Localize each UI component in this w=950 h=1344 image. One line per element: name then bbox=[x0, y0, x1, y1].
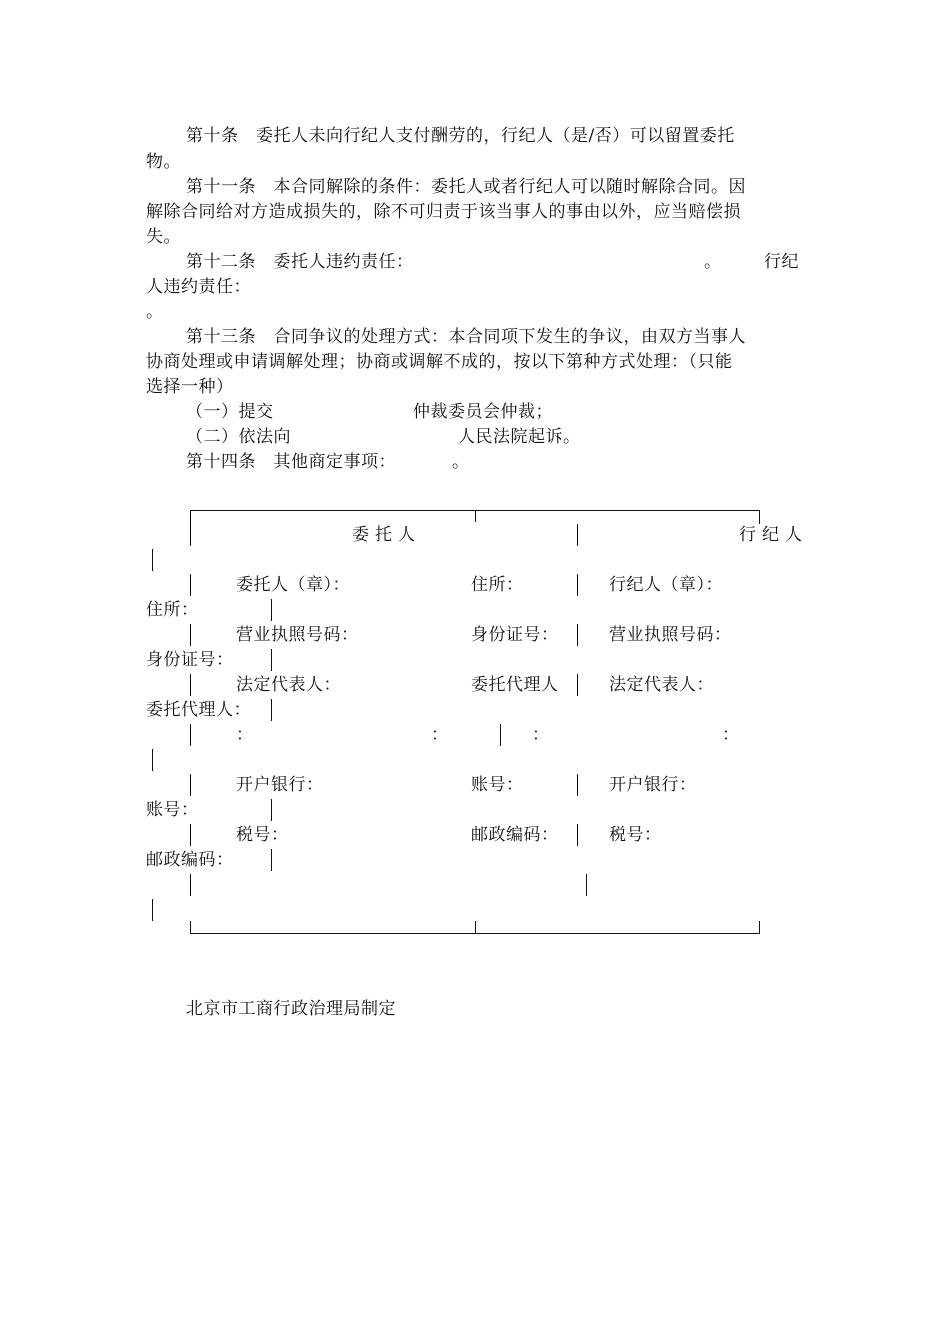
agent-address-label: 住所： bbox=[146, 600, 199, 620]
article-14-part1: 第十四条 其他商定事项： bbox=[186, 452, 396, 472]
agent-bank-label: 开户银行： bbox=[609, 775, 697, 795]
table-bar bbox=[190, 724, 191, 746]
agent-account-label: 账号： bbox=[146, 800, 199, 820]
colon: ： bbox=[722, 725, 740, 745]
article-12-line2: 人违约责任： bbox=[146, 277, 251, 297]
table-bar bbox=[152, 549, 153, 571]
client-seal-label: 委托人（章）： bbox=[236, 575, 350, 595]
article-11-line2: 解除合同给对方造成损失的，除不可归责于该当事人的事由以外，应当赔偿损 bbox=[146, 202, 741, 222]
agent-agent-label: 委托代理人： bbox=[146, 700, 251, 720]
table-bar bbox=[271, 849, 272, 871]
table-bar bbox=[500, 724, 501, 746]
table-bar bbox=[271, 699, 272, 721]
article-12-line3: 。 bbox=[146, 302, 164, 322]
table-corner-top-left bbox=[190, 510, 191, 524]
article-12-period: 。 bbox=[704, 252, 722, 272]
table-bar bbox=[577, 674, 578, 696]
article-13-line3: 选择一种） bbox=[146, 377, 234, 397]
agent-postcode-label: 邮政编码： bbox=[146, 850, 234, 870]
article-10-line2: 物。 bbox=[146, 152, 181, 172]
agent-license-label: 营业执照号码： bbox=[609, 625, 732, 645]
article-12-part2: 行纪 bbox=[764, 252, 799, 272]
article-11-line3: 失。 bbox=[146, 227, 181, 247]
table-top-tick bbox=[475, 510, 476, 522]
client-tax-label: 税号： bbox=[236, 825, 289, 845]
table-bar bbox=[190, 524, 191, 546]
article-12-part1: 第十二条 委托人违约责任： bbox=[186, 252, 414, 272]
article-13-line1: 第十三条 合同争议的处理方式：本合同项下发生的争议，由双方当事人 bbox=[186, 327, 746, 347]
table-bar bbox=[271, 649, 272, 671]
article-13-line2: 协商处理或申请调解处理；协商或调解不成的，按以下第种方式处理：（只能 bbox=[146, 352, 733, 372]
option-1-part1: （一）提交 bbox=[186, 402, 274, 422]
table-bar bbox=[190, 574, 191, 596]
colon: ： bbox=[431, 725, 449, 745]
table-bar bbox=[586, 874, 587, 896]
table-bar bbox=[190, 774, 191, 796]
table-bottom-border bbox=[190, 933, 760, 934]
client-license-label: 营业执照号码： bbox=[236, 625, 359, 645]
article-10-line1: 第十条 委托人未向行纪人支付酬劳的，行纪人（是/否）可以留置委托 bbox=[186, 126, 735, 146]
footer-issuer: 北京市工商行政治理局制定 bbox=[186, 999, 396, 1019]
client-bank-label: 开户银行： bbox=[236, 775, 324, 795]
client-agent-label: 委托代理人 bbox=[471, 675, 559, 695]
agent-seal-label: 行纪人（章）： bbox=[609, 575, 723, 595]
header-agent: 行纪人 bbox=[739, 525, 808, 545]
table-bar bbox=[152, 899, 153, 921]
client-legal-rep-label: 法定代表人： bbox=[236, 675, 341, 695]
article-14-period: 。 bbox=[452, 452, 470, 472]
table-bar bbox=[577, 574, 578, 596]
colon: ： bbox=[236, 725, 254, 745]
client-postcode-label: 邮政编码： bbox=[471, 825, 559, 845]
table-bar bbox=[190, 624, 191, 646]
agent-id-label: 身份证号： bbox=[146, 650, 234, 670]
agent-tax-label: 税号： bbox=[609, 825, 662, 845]
table-bar bbox=[190, 874, 191, 896]
table-bar bbox=[577, 624, 578, 646]
option-2-part2: 人民法院起诉。 bbox=[458, 427, 581, 447]
table-bar bbox=[577, 824, 578, 846]
colon: ： bbox=[532, 725, 550, 745]
option-2-part1: （二）依法向 bbox=[186, 427, 291, 447]
client-id-label: 身份证号： bbox=[471, 625, 559, 645]
option-1-part2: 仲裁委员会仲裁； bbox=[413, 402, 553, 422]
agent-legal-rep-label: 法定代表人： bbox=[609, 675, 714, 695]
table-bar bbox=[271, 799, 272, 821]
table-corner-bottom-left bbox=[190, 921, 191, 933]
client-account-label: 账号： bbox=[471, 775, 524, 795]
article-11-line1: 第十一条 本合同解除的条件：委托人或者行纪人可以随时解除合同。因 bbox=[186, 177, 746, 197]
table-corner-top-right bbox=[759, 510, 760, 524]
table-bar bbox=[190, 824, 191, 846]
table-bottom-tick bbox=[475, 921, 476, 933]
header-client: 委托人 bbox=[352, 525, 421, 545]
table-bar bbox=[577, 524, 578, 546]
table-bar bbox=[271, 599, 272, 621]
table-bar bbox=[152, 749, 153, 771]
client-address-label: 住所： bbox=[471, 575, 524, 595]
table-bar bbox=[577, 774, 578, 796]
table-bar bbox=[190, 674, 191, 696]
table-corner-bottom-right bbox=[759, 921, 760, 933]
